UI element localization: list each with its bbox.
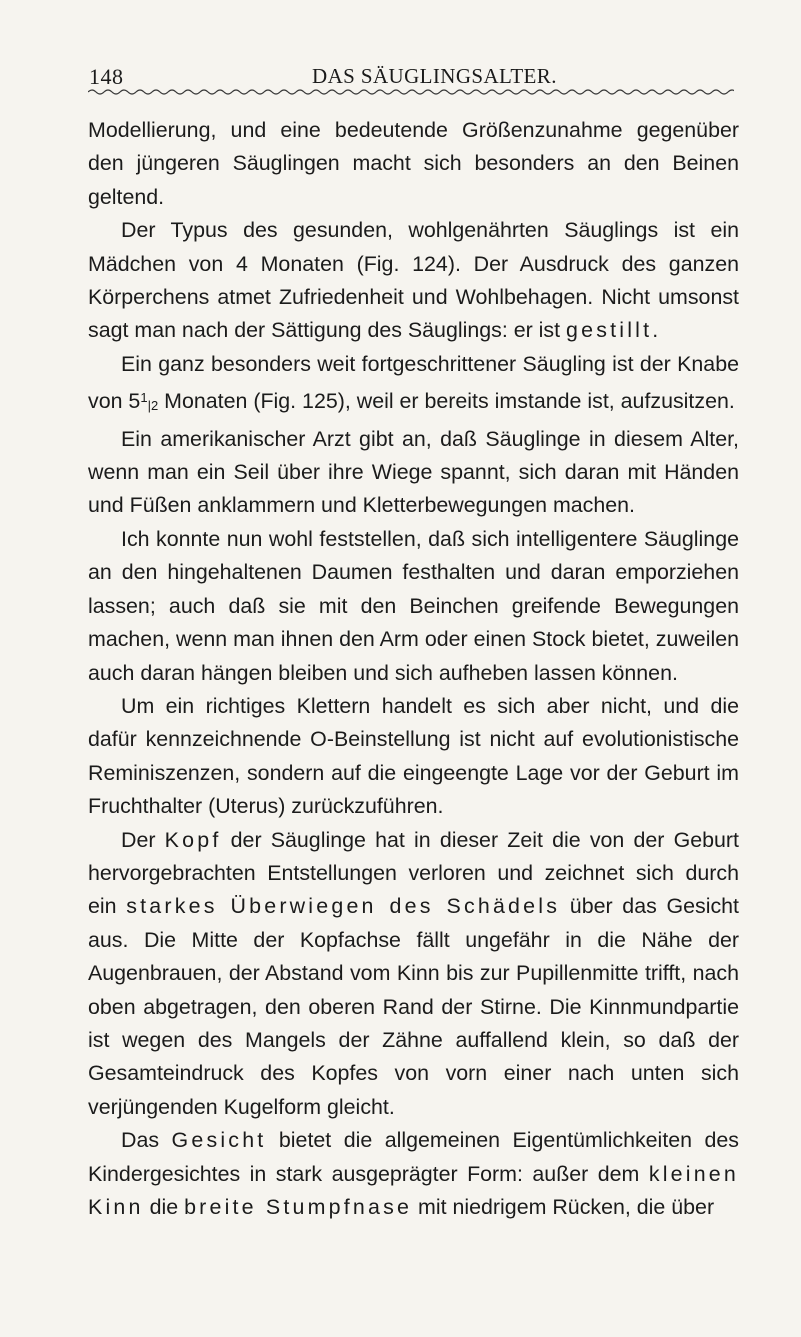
paragraph-3-text-b: Monaten (Fig. 125), weil er bereits imstande ist, aufzusitzen. xyxy=(158,389,735,414)
page-number: 148 xyxy=(89,64,124,89)
running-head: DAS SÄUGLINGSALTER. xyxy=(312,64,557,88)
page-header xyxy=(0,58,801,98)
paragraph-8-text-d: mit niedrigem Rücken, die über xyxy=(412,1195,715,1219)
body-text xyxy=(88,114,739,1224)
fraction-denominator: 2 xyxy=(150,398,159,414)
fraction-numerator: 1 xyxy=(140,390,148,406)
emphasis-stumpfnase: breite Stumpfnase xyxy=(184,1195,413,1219)
paragraph-7 xyxy=(88,824,739,1125)
paragraph-8-text-a: Das xyxy=(121,1128,172,1153)
paragraph-7-text-b: der Säuglinge hat in dieser Zeit die von der Geburt hervorgebrachten Entstellungen verloren und zeichnet sich durch ein xyxy=(88,827,739,919)
paragraph-2-text: Der Typus des gesunden, wohlgenährten Säuglings ist ein Mädchen von 4 Monaten (Fig. 124). Der Ausdruck des ganzen Körperchens atmet Zufriedenheit und Wohlbehagen. Nicht umsonst sagt man nach der Sättigung des Säuglings: er ist xyxy=(88,218,739,343)
paragraph-4: Ein amerikanischer Arzt gibt an, daß Säuglinge in diesem Alter, wenn man ein Seil über ihre Wiege spannt, sich daran mit Händen und Füßen anklammern und Kletterbewegungen machen. xyxy=(88,426,739,518)
paragraph-7-text-a: Der xyxy=(121,827,165,852)
paragraph-8 xyxy=(88,1124,739,1224)
paragraph-7-text-c: über das Gesicht aus. Die Mitte der Kopfachse fällt ungefähr in die Nähe der Augenbrauen, der Abstand vom Kinn bis zur Pupillenmitte trifft, nach oben abgetragen, den oberen Rand der Stirne. Die Kinnmundpartie ist wegen des Mangels der Zähne auffallend klein, so daß der Gesamteindruck des Kopfes von vorn einer nach unten sich verjüngenden Kugelform gleicht. xyxy=(88,894,739,1119)
paragraph-1: Modellierung, und eine bedeutende Größenzunahme gegenüber den jüngeren Säuglingen macht sich besonders an den Beinen geltend. xyxy=(88,118,739,209)
paragraph-8-text-c: die xyxy=(143,1195,185,1219)
paragraph-3-text-a: Ein ganz besonders weit fortgeschrittener Säugling ist der Knabe von 5 xyxy=(88,351,739,414)
emphasis-gestillt: gestillt. xyxy=(566,318,662,343)
paragraph-8-text-b: bietet die allgemeinen Eigentümlichkeiten des Kindergesichtes in stark ausgeprägter Form: außer dem xyxy=(88,1128,739,1186)
emphasis-kleinen-kinn: kleinen Kinn xyxy=(88,1161,739,1219)
fraction-separator: | xyxy=(147,398,151,414)
paragraph-2 xyxy=(88,214,739,348)
paragraph-5: Ich konnte nun wohl feststellen, daß sich intelligentere Säuglinge an den hingehaltenen Daumen festhalten und daran emporziehen lassen; auch daß sie mit den Beinchen greifende Bewegungen machen, wenn man ihnen den Arm oder einen Stock bietet, zuweilen auch daran hängen bleiben und sich aufheben lassen können. xyxy=(88,526,739,685)
paragraph-3 xyxy=(88,348,739,423)
emphasis-gesicht: Gesicht xyxy=(171,1128,267,1153)
emphasis-kopf: Kopf xyxy=(164,827,222,852)
wavy-rule-line xyxy=(88,90,734,94)
emphasis-schaedel: starkes Überwiegen des Schädels xyxy=(126,894,561,919)
paragraph-6: Um ein richtiges Klettern handelt es sich aber nicht, und die dafür kennzeichnende O-Beinstellung ist nicht auf evolutionistische Reminiszenzen, sondern auf die eingeengte Lage vor der Geburt im Fruchthalter (Uterus) zurückzuführen. xyxy=(88,693,739,819)
ornamental-rule xyxy=(88,86,734,98)
